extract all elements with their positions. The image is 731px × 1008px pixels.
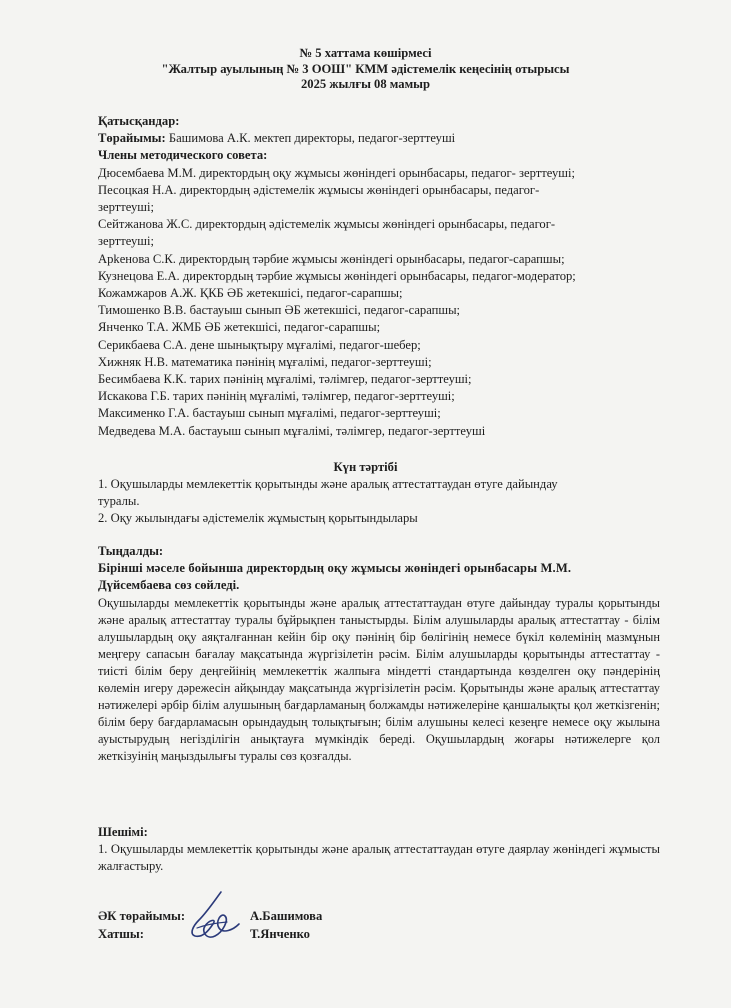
heard-lead-line: Дүйсембаева сөз сөйледі. bbox=[98, 578, 240, 593]
signature-role: ӘК төрайымы: bbox=[98, 909, 186, 923]
decision-text: 1. Оқушыларды мемлекеттік қорытынды және аралық аттестаттаудан өтуге даярлау жөніндегі жұмысты жалғастыру. bbox=[98, 842, 660, 874]
chair-line bbox=[98, 130, 660, 147]
member-line: Сейтжанова Ж.С. директордың әдістемелік жұмысы жөніндегі орынбасары, педагог- bbox=[98, 217, 556, 232]
members-label: Члены методического совета: bbox=[98, 148, 268, 163]
decision-label: Шешімі: bbox=[98, 825, 148, 839]
chair-text: Башимова А.К. мектеп директоры, педагог-зерттеуші bbox=[165, 131, 456, 146]
agenda-item: туралы. bbox=[98, 494, 140, 509]
member-line: Арkенова С.К. директордың тәрбие жұмысы жөніндегі орынбасары, педагог-сарапшы; bbox=[98, 251, 565, 266]
agenda-item: 2. Оқу жылындағы әдістемелік жұмыстың қорытындылары bbox=[98, 511, 418, 526]
signature-scribble bbox=[185, 890, 245, 945]
participants-label: Қатысқандар: bbox=[98, 114, 180, 128]
heard-label: Тыңдалды: bbox=[98, 544, 164, 558]
meeting-date: 2025 жылғы 08 мамыр bbox=[300, 77, 430, 91]
member-line: Искакова Г.Б. тарих пәнінің мұғалімі, тәлімгер, педагог-зерттеуші; bbox=[98, 389, 455, 404]
meeting-title: "Жалтыр ауылының № 3 ООШ" КММ әдістемелік кеңесінің отырысы bbox=[161, 61, 570, 76]
member-line: зерттеуші; bbox=[98, 234, 154, 249]
member-line: Янченко Т.А. ЖМБ ӘБ жетекшісі, педагог-сарапшы; bbox=[98, 320, 381, 335]
member-line: Медведева М.А. бастауыш сынып мұғалімі, тәлімгер, педагог-зерттеуші bbox=[98, 423, 486, 438]
heard-section bbox=[98, 543, 660, 766]
agenda-section bbox=[98, 476, 660, 528]
member-line: Кожамжаров А.Ж. ҚКБ ӘБ жетекшісі, педагог-сарапшы; bbox=[98, 286, 403, 301]
member-line: зерттеуші; bbox=[98, 200, 154, 215]
member-line: Хижняк Н.В. математика пәнінің мұғалімі, педагог-зерттеуші; bbox=[98, 354, 432, 369]
member-line: Тимошенко В.В. бастауыш сынып ӘБ жетекшісі, педагог-сарапшы; bbox=[98, 303, 461, 318]
signature-name: А.Башимова bbox=[250, 909, 323, 923]
member-line: Кузнецова Е.А. директордың тәрбие жұмысы жөніндегі орынбасары, педагог-модератор; bbox=[98, 268, 576, 283]
agenda-item: 1. Оқушыларды мемлекеттік қорытынды және аралық аттестаттаудан өтуге дайындау bbox=[98, 477, 558, 491]
protocol-title: № 5 хаттама көшірмесі bbox=[299, 46, 432, 60]
member-line: Серикбаева С.А. дене шынықтыру мұғалімі, педагог-шебер; bbox=[98, 337, 421, 352]
decision-section bbox=[98, 824, 660, 876]
participants-section bbox=[98, 113, 660, 440]
heard-body: Оқушыларды мемлекеттік қорытынды және аралық аттестаттаудан өтуге дайындау туралы қорытынды және аралық аттестаттау туралы бұйрықпен таныстырды. Білім алушыларды аралық аттестаттау - білім алушылардың оқу аяқталғаннан кейін бір оқу пәнінің бір бөлігінің немесе бүкіл көлемінің мазмұнын меңгеру сапасын бағалау мақсатында жүргізілетін рәсім. Білім алушыларды қорытынды аттестаттау - тиісті білім беру деңгейінің мемлекеттік жалпыға міндетті стандартында көзделген оқу пәндерінің көлемін игеру дәрежесін айқындау мақсатында жүргізілетін рәсім. Қорытынды және аралық аттестаттау нәтижелері әрбір білім алушының бағдарламаның болжамды нәтижелеріне қаншалықты қол жеткізгенін; білім беру бағдарламасын орындаудың толықтығын; білім алушыны келесі кезеңге немесе оқу жылына ауыстырудың негізділігін анықтауға мүмкіндік береді. Оқушылардың жоғары нәтижелерге қол жеткізуінің маңыздылығы туралы сөз қозғалды. bbox=[98, 595, 660, 764]
signature-name: Т.Янченко bbox=[250, 926, 310, 941]
member-line: Дюсембаева М.М. директордың оқу жұмысы жөніндегі орынбасары, педагог- зерттеуші; bbox=[98, 165, 575, 180]
member-line: Песоцкая Н.А. директордың әдістемелік жұмысы жөніндегі орынбасары, педагог- bbox=[98, 182, 540, 197]
heard-lead-line: Бірінші мәселе бойынша директордың оқу жұмысы жөніндегі орынбасары М.М. bbox=[98, 561, 572, 576]
chair-label: Төрайымы: bbox=[98, 131, 166, 146]
document-header bbox=[0, 46, 731, 93]
member-line: Бесимбаева К.К. тарих пәнінің мұғалімі, тәлімгер, педагог-зерттеуші; bbox=[98, 372, 472, 387]
agenda-title: Күн тәртібі bbox=[333, 460, 398, 474]
member-line: Максименко Г.А. бастауыш сынып мұғалімі, педагог-зерттеуші; bbox=[98, 406, 441, 421]
signature-role: Хатшы: bbox=[98, 926, 144, 941]
